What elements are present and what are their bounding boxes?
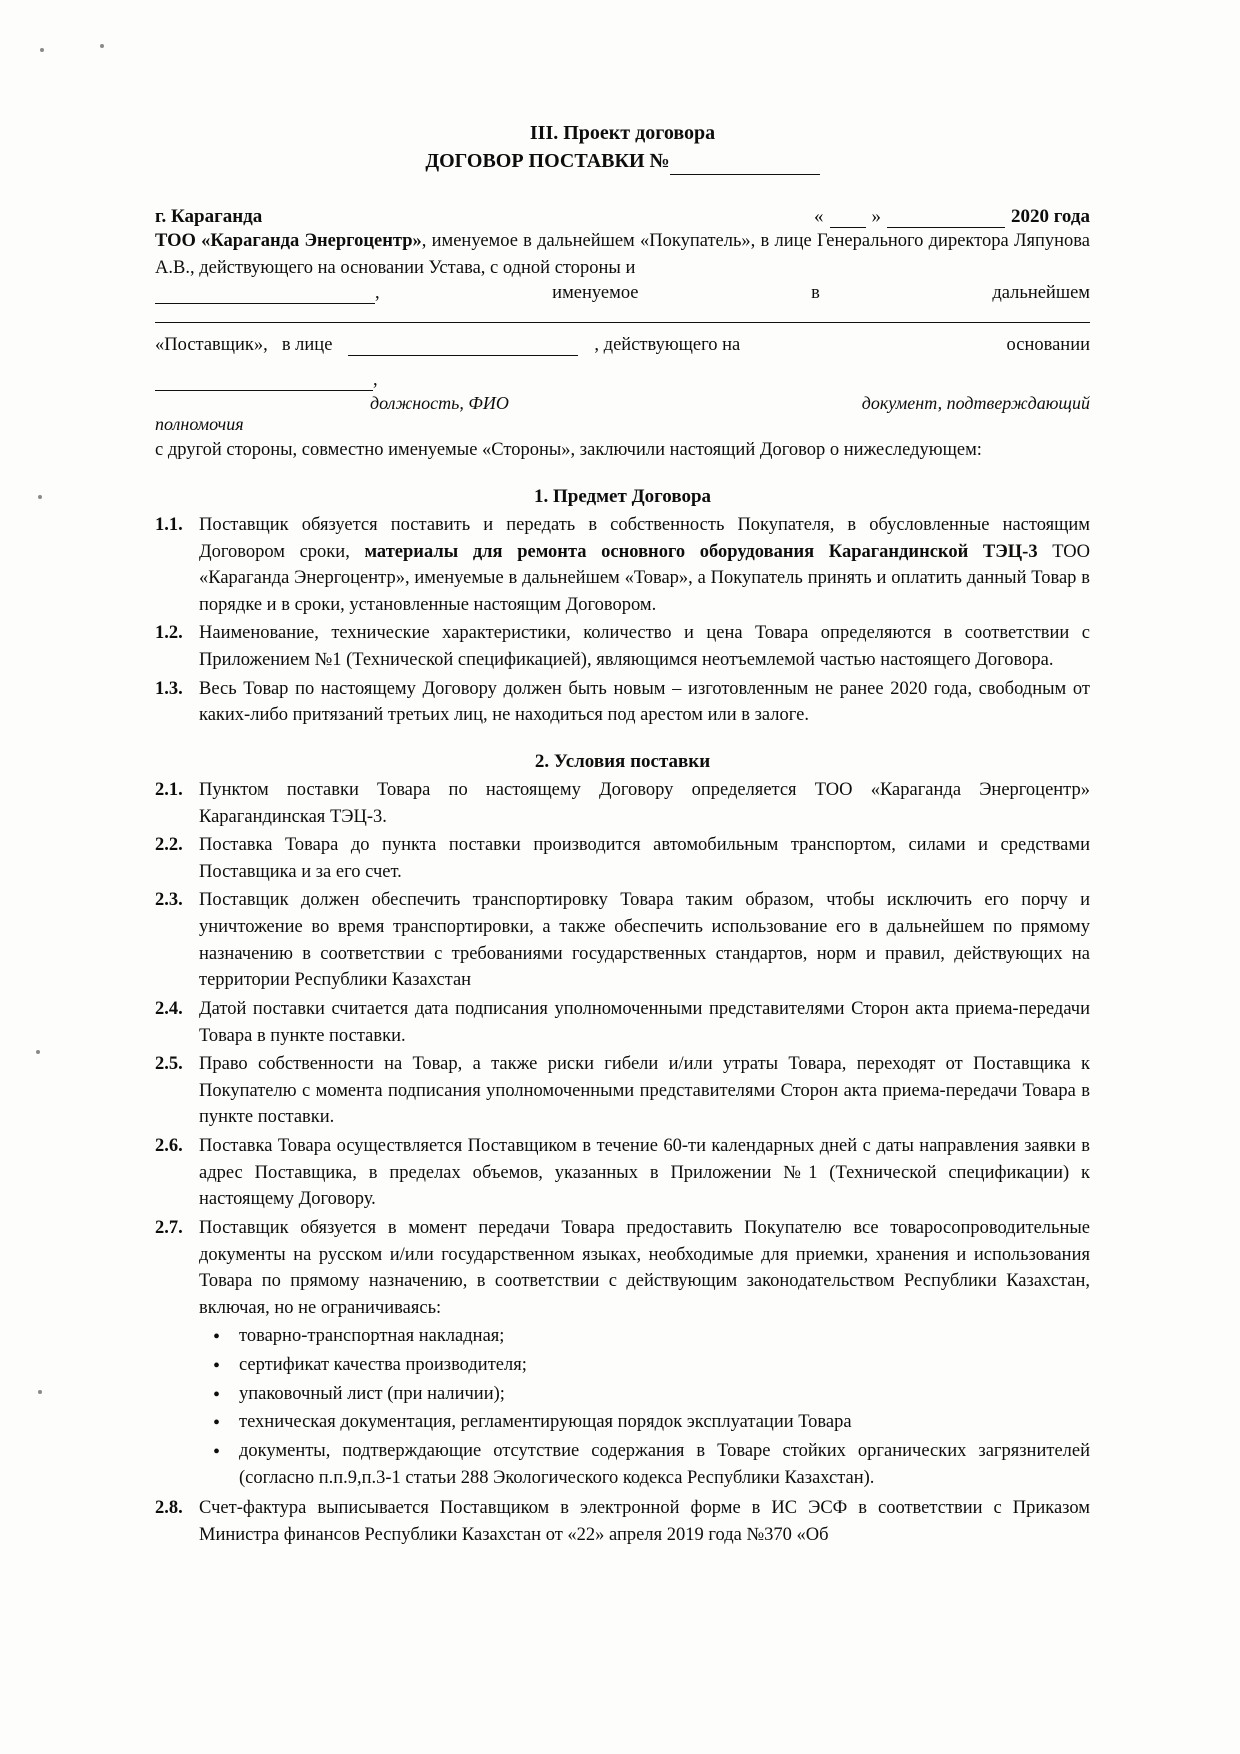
clause-number: 2.4.	[155, 998, 183, 1019]
clause-text: Поставка Товара осуществляется Поставщиком в течение 60-ти календарных дней с даты направления заявки в адрес Поставщика, в пределах объемов, указанных в Приложении №1 (Технической спецификации) к настоящему Договору.	[199, 1136, 1090, 1210]
scan-speck	[38, 495, 42, 499]
date-year-word: года	[1053, 206, 1090, 227]
clause-number: 1.2.	[155, 623, 183, 644]
clause-text-part: ТОО «Караганда Энергоцентр», именуемые в дальнейшем «Товар», а Покупатель принять и оплатить данный Товар в порядке и в сроки, установленные настоящим Договором.	[199, 541, 1091, 615]
clause-number: 2.2.	[155, 835, 183, 856]
buyer-company-name: ТОО «Караганда Энергоцентр»	[155, 231, 422, 251]
clause-number: 2.5.	[155, 1054, 183, 1075]
clause-text: Поставщик обязуется в момент передачи Товара предоставить Покупателю все товаросопроводительные документы на русском и/или государственном языках, необходимые для приемки, хранения и использования Товара по прямому назначению, в соответствии с действующим законодательством Республики Казахстан, включая, но не ограничиваясь:	[199, 1217, 1090, 1318]
clause-text	[199, 512, 1090, 619]
supplier-person-row	[155, 335, 1090, 356]
clause-2-3	[155, 887, 1090, 994]
clause-1-2	[155, 620, 1090, 673]
section-title-2: 2. Условия поставки	[534, 750, 711, 772]
hint-document: документ, подтверждающий	[861, 393, 1090, 414]
clause-text: Наименование, технические характеристики, количество и цена Товара определяются в соответствии с Приложением №1 (Технической спецификацией), являющимся неотъемлемой частью настоящего Договора.	[199, 623, 1090, 670]
clause-number: 2.1.	[155, 779, 183, 800]
basis-comma: ,	[373, 370, 378, 391]
blank-rule-full	[155, 322, 1090, 323]
clause-text: Весь Товар по настоящему Договору должен быть новым – изготовленным не ранее 2020 года, свободным от каких-либо притязаний третьих лиц, не находиться под арестом или в залоге.	[199, 678, 1090, 726]
clause-2-6	[155, 1133, 1090, 1213]
clause-number: 1.1.	[155, 514, 183, 535]
acting-on-label: , действующего на	[594, 335, 741, 356]
clause-2-8	[155, 1495, 1090, 1548]
list-item: • сертификат качества производителя;	[239, 1352, 1090, 1379]
hint-document-continued: полномочия	[155, 414, 244, 435]
clause-2-2	[155, 832, 1090, 885]
clause-text: Датой поставки считается дата подписания уполномоченными представителями Сторон акта приема-передачи Товара в пункте поставки.	[199, 998, 1090, 1046]
document-list	[155, 1323, 1090, 1491]
signature-hints-row	[155, 393, 1090, 414]
clause-text: Право собственности на Товар, а также риски гибели и/или утраты Товара, переходят от Поставщика к Покупателю с момента подписания уполномоченными представителями Сторон акта приема-передачи Товара в пункте поставки.	[199, 1054, 1090, 1128]
list-item: • документы, подтверждающие отсутствие содержания в Товаре стойких органических загрязнителей (согласно п.п.9,п.3-1 статьи 288 Экологического кодекса Республики Казахстан).	[239, 1438, 1090, 1491]
hint-position-fio: должность, ФИО	[370, 393, 509, 414]
scan-speck	[38, 1390, 42, 1394]
clause-2-5	[155, 1051, 1090, 1131]
supplier-label: «Поставщик»,	[155, 335, 268, 356]
supplier-person-blank	[348, 337, 578, 356]
intro-comma: ,	[375, 283, 380, 304]
in-person-label: в лице	[281, 335, 333, 356]
month-blank	[887, 205, 1005, 228]
date-line	[814, 205, 1090, 228]
clause-text: Пунктом поставки Товара по настоящему Договору определяется ТОО «Караганда Энергоцентр» Карагандинская ТЭЦ-3.	[199, 779, 1090, 827]
city-date-row	[155, 205, 1090, 228]
day-blank	[830, 205, 866, 228]
clause-2-7	[155, 1215, 1090, 1322]
document-title-block	[155, 120, 1090, 175]
page-title: III. Проект договора	[529, 122, 716, 144]
supplier-name-fill-row	[155, 283, 1090, 304]
supplier-name-blank	[155, 285, 375, 304]
date-year: 2020	[1011, 206, 1050, 227]
list-item: • техническая документация, регламентирующая порядок эксплуатации Товара	[239, 1409, 1090, 1436]
intro-word-dalneyshem: дальнейшем	[992, 283, 1090, 304]
date-quote-open: «	[814, 206, 824, 227]
intro-text-1: , именуемое в дальнейшем «Покупатель», в лице Генерального директора Ляпунова А.В., действующего на основании Устава, с одной стороны и	[155, 231, 1091, 278]
clause-1-1	[155, 512, 1090, 619]
clause-number: 2.8.	[155, 1498, 183, 1519]
intro-closing: с другой стороны, совместно именуемые «Стороны», заключили настоящий Договор о нижеследующем:	[155, 440, 982, 461]
clause-text: Поставка Товара до пункта поставки производится автомобильным транспортом, силами и средствами Поставщика и за его счет.	[199, 835, 1090, 882]
section-title-1: 1. Предмет Договора	[533, 485, 712, 507]
city-label: г. Караганда	[155, 206, 263, 227]
clause-text-part: Поставщик обязуется поставить и передать в собственность Покупателя, в обусловленные настоящим Договором сроки,	[199, 514, 1090, 562]
clause-2-4	[155, 996, 1090, 1049]
clause-2-1	[155, 777, 1090, 830]
basis-label: основании	[1006, 335, 1090, 356]
contract-title-line	[155, 147, 1090, 175]
clause-number: 2.7.	[155, 1217, 183, 1238]
clause-number: 2.6.	[155, 1136, 183, 1156]
contract-title: ДОГОВОР ПОСТАВКИ №	[425, 150, 670, 172]
basis-blank	[155, 372, 373, 391]
intro-paragraph	[155, 228, 1090, 281]
scan-speck	[40, 48, 44, 52]
clause-1-3	[155, 676, 1090, 729]
clause-text: Поставщик должен обеспечить транспортировку Товара таким образом, чтобы исключить его порчу и уничтожение во время транспортировки, а также обеспечить использование его в дальнейшем по прямому назначению в соответствии с требованиями государственных стандартов, норм и правил, действующих на территории Республики Казахстан	[199, 890, 1090, 991]
scan-speck	[36, 1050, 40, 1054]
clause-number: 2.3.	[155, 890, 183, 911]
clause-text-bold-part: материалы для ремонта основного оборудования Карагандинской ТЭЦ-3	[364, 541, 1038, 562]
basis-blank-row	[155, 370, 1090, 391]
document-body	[155, 120, 1090, 1548]
contract-number-blank	[670, 147, 820, 175]
date-quote-close: »	[871, 206, 882, 227]
intro-word-imenuemoe: именуемое	[552, 283, 639, 304]
clause-number: 1.3.	[155, 678, 183, 699]
scan-speck	[100, 44, 104, 48]
list-item: • товарно-транспортная накладная;	[239, 1323, 1090, 1350]
intro-word-v: в	[811, 283, 820, 304]
list-item: • упаковочный лист (при наличии);	[239, 1381, 1090, 1408]
clause-text: Счет-фактура выписывается Поставщиком в электронной форме в ИС ЭСФ в соответствии с Приказом Министра финансов Республики Казахстан от «22» апреля 2019 года №370 «Об	[199, 1498, 1090, 1545]
